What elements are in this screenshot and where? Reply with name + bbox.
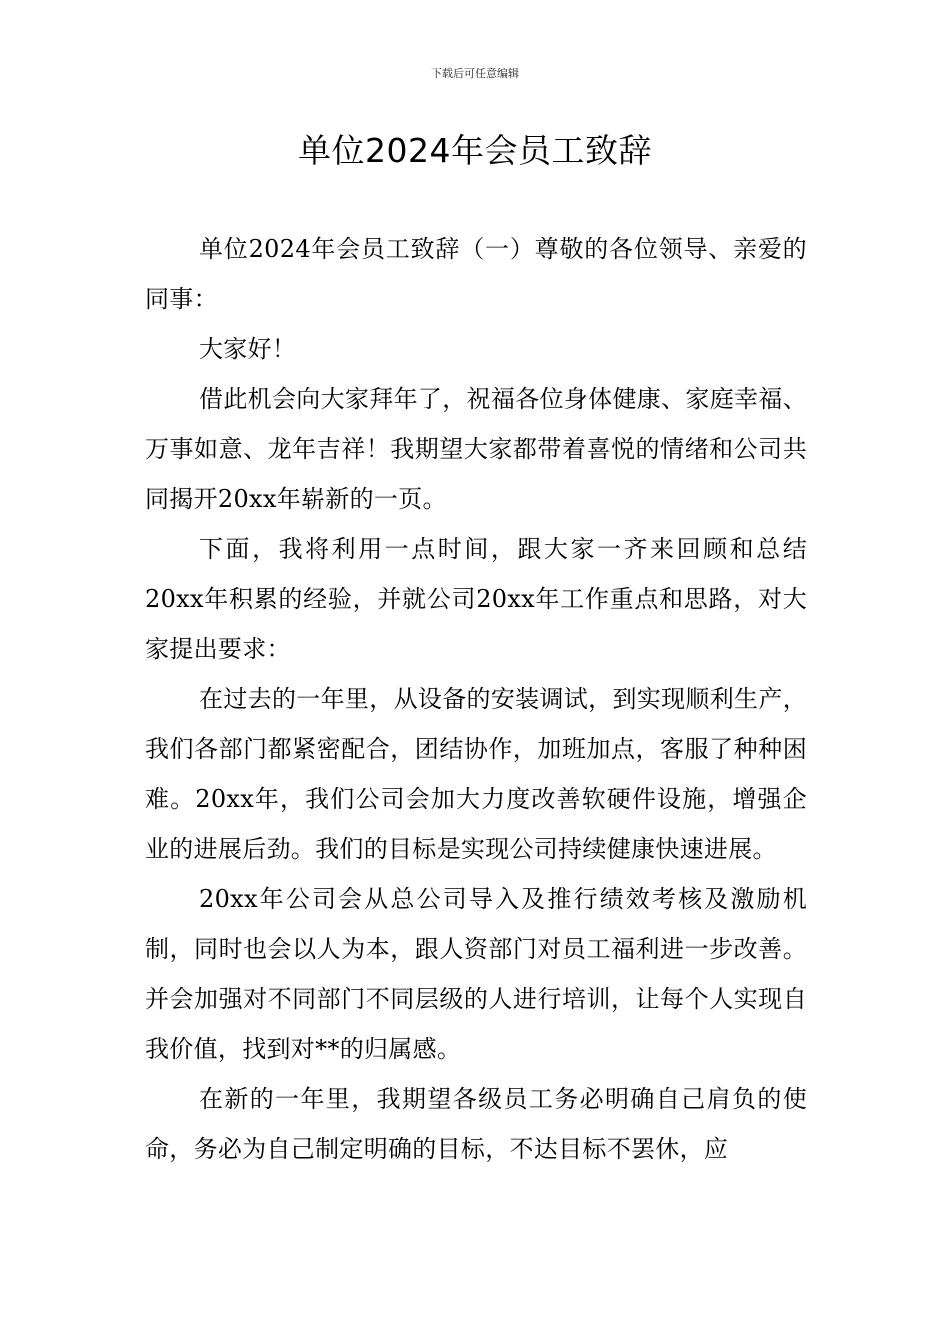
document-title: 单位2024年会员工致辞 — [298, 131, 652, 170]
paragraph-past-year: 在过去的一年里，从设备的安装调试，到实现顺利生产，我们各部门都紧密配合，团结协作，加班加点，客服了种种困难。20xx年，我们公司会加大力度改善软硬件设施，增强企业的进展后劲。我们的目标是实现公司持续健康快速进展。 — [145, 685, 807, 863]
document-body — [145, 224, 807, 1174]
header-note: 下载后可任意编辑 — [431, 67, 519, 80]
paragraph-hello: 大家好！ — [199, 335, 297, 363]
paragraph-greeting-line: 单位2024年会员工致辞（一）尊敬的各位领导、亲爱的同事： — [145, 235, 807, 313]
paragraph-new-year-wishes: 借此机会向大家拜年了，祝福各位身体健康、家庭幸福、万事如意、龙年吉祥！我期望大家都带着喜悦的情绪和公司共同揭开20xx年崭新的一页。 — [145, 385, 807, 513]
paragraph-new-year-expectations: 在新的一年里，我期望各级员工务必明确自己肩负的使命，务必为自己制定明确的目标，不达目标不罢休，应 — [145, 1085, 807, 1163]
paragraph-review-intro: 下面，我将利用一点时间，跟大家一齐来回顾和总结20xx年积累的经验，并就公司20xx年工作重点和思路，对大家提出要求： — [145, 535, 807, 663]
paragraph-performance-plan: 20xx年公司会从总公司导入及推行绩效考核及激励机制，同时也会以人为本，跟人资部门对员工福利进一步改善。并会加强对不同部门不同层级的人进行培训，让每个人实现自我价值，找到对**的归属感。 — [145, 885, 807, 1063]
